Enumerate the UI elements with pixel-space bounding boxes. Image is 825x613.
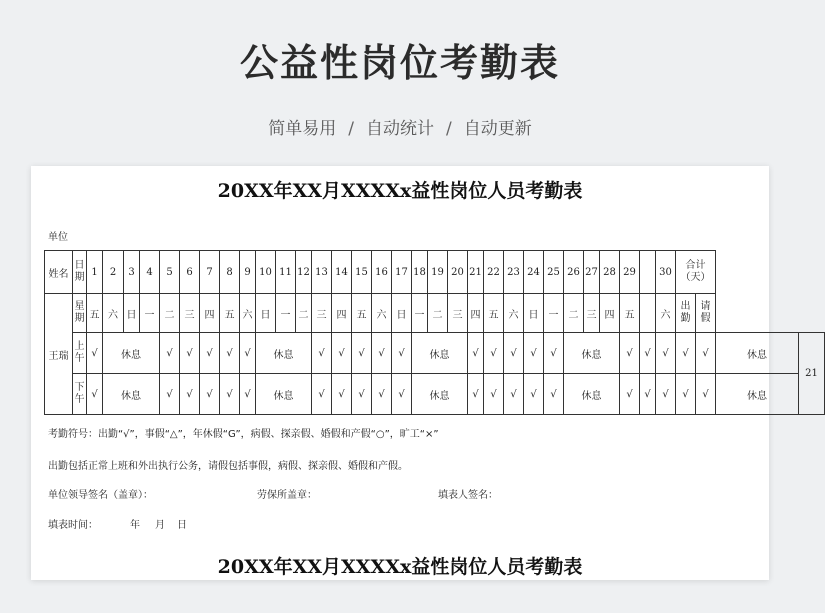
attendance-mark: √ — [332, 374, 352, 415]
pm-row — [45, 374, 825, 415]
weekday-cell: 六 — [504, 294, 524, 333]
attendance-mark: 休息 — [412, 333, 468, 374]
weekday-cell: 日 — [524, 294, 544, 333]
attendance-mark: √ — [504, 374, 524, 415]
weekday-cell: 三 — [312, 294, 332, 333]
attendance-mark: 休息 — [716, 333, 799, 374]
attendance-mark: √ — [87, 333, 103, 374]
attendance-mark: √ — [524, 333, 544, 374]
attendance-mark: √ — [160, 333, 180, 374]
day-cell: 25 — [544, 251, 564, 294]
weekday-cell: 一 — [276, 294, 296, 333]
day-cell: 8 — [220, 251, 240, 294]
day-cell: 2 — [103, 251, 124, 294]
weekday-cell: 日 — [256, 294, 276, 333]
weekday-cell: 日 — [392, 294, 412, 333]
day-cell: 12 — [296, 251, 312, 294]
day-cell: 4 — [140, 251, 160, 294]
symbol-note: 考勤符号：出勤“√”，事假“△”，年休假“G”，病假、探亲假、婚假和产假“○”，旷工“×” — [48, 429, 439, 440]
day-cell: 3 — [124, 251, 140, 294]
attendance-mark: 休息 — [256, 374, 312, 415]
page-title: 公益性岗位考勤表 — [239, 41, 560, 85]
fill-time-label: 填表时间： — [48, 520, 98, 531]
day-cell: 9 — [240, 251, 256, 294]
attendance-mark: √ — [180, 333, 200, 374]
attendance-mark: √ — [696, 333, 716, 374]
day-cell: 10 — [256, 251, 276, 294]
weekday-cell: 五 — [352, 294, 372, 333]
attendance-mark: √ — [676, 333, 696, 374]
day-cell: 5 — [160, 251, 180, 294]
labor-stamp-label: 劳保所盖章： — [257, 490, 317, 501]
attendance-mark: √ — [87, 374, 103, 415]
day-cell: 29 — [620, 251, 640, 294]
day-cell: 18 — [412, 251, 428, 294]
attendance-mark: √ — [220, 333, 240, 374]
weekday-cell: 一 — [140, 294, 160, 333]
day-cell: 30 — [656, 251, 676, 294]
employee-name: 王瑞 — [45, 294, 73, 415]
weekday-cell: 六 — [372, 294, 392, 333]
attendance-mark: √ — [352, 333, 372, 374]
filler-signature-label: 填表人签名： — [438, 490, 498, 501]
attendance-mark: √ — [240, 374, 256, 415]
attendance-mark: 休息 — [564, 374, 620, 415]
day-cell: 17 — [392, 251, 412, 294]
weekday-cell: 四 — [468, 294, 484, 333]
attendance-mark: √ — [332, 333, 352, 374]
weekday-cell: 三 — [584, 294, 600, 333]
weekday-cell: 四 — [600, 294, 620, 333]
weekday-cell: 五 — [87, 294, 103, 333]
date-month: 月 — [155, 520, 165, 531]
total-header: 合计（天） — [676, 251, 716, 294]
attendance-mark: 休息 — [256, 333, 312, 374]
tag-auto-stats: 自动统计 — [366, 119, 434, 139]
leave-header: 请假 — [696, 294, 716, 333]
day-cell: 1 — [87, 251, 103, 294]
attendance-mark: √ — [544, 333, 564, 374]
weekday-cell: 一 — [544, 294, 564, 333]
tag-auto-update: 自动更新 — [463, 119, 532, 139]
weekday-cell: 二 — [160, 294, 180, 333]
weekday-row — [45, 294, 825, 333]
weekday-cell: 四 — [332, 294, 352, 333]
day-cell: 28 — [600, 251, 620, 294]
attendance-mark: √ — [640, 374, 656, 415]
day-cell: 26 — [564, 251, 584, 294]
am-row — [45, 333, 825, 374]
attendance-mark: √ — [484, 374, 504, 415]
attendance-note: 出勤包括正常上班和外出执行公务，请假包括事假，病假、探亲假、婚假和产假。 — [48, 461, 408, 472]
attendance-mark: 休息 — [564, 333, 620, 374]
weekday-cell: 五 — [484, 294, 504, 333]
day-cell: 11 — [276, 251, 296, 294]
attendance-mark: √ — [640, 333, 656, 374]
attendance-mark: √ — [312, 333, 332, 374]
day-cell: 15 — [352, 251, 372, 294]
attendance-mark: √ — [372, 333, 392, 374]
feature-tags — [0, 114, 800, 139]
attendance-mark: √ — [484, 333, 504, 374]
day-cell: 14 — [332, 251, 352, 294]
day-cell: 21 — [468, 251, 484, 294]
pm-label: 下午 — [73, 374, 87, 415]
day-cell: 7 — [200, 251, 220, 294]
weekday-cell: 一 — [412, 294, 428, 333]
am-label: 上午 — [73, 333, 87, 374]
weekday-cell: 六 — [103, 294, 124, 333]
day-cell: 24 — [524, 251, 544, 294]
attend-total: 21 — [799, 333, 825, 415]
weekday-label: 星期 — [73, 294, 87, 333]
attendance-mark: √ — [352, 374, 372, 415]
weekday-cell: 五 — [620, 294, 640, 333]
attendance-mark: √ — [504, 333, 524, 374]
attendance-mark: √ — [312, 374, 332, 415]
day-cell: 20 — [448, 251, 468, 294]
attendance-mark: √ — [372, 374, 392, 415]
separator: / — [446, 119, 452, 139]
attendance-mark: 休息 — [103, 333, 160, 374]
day-cell: 27 — [584, 251, 600, 294]
attendance-mark: 休息 — [103, 374, 160, 415]
attendance-mark: √ — [656, 333, 676, 374]
name-header: 姓名 — [45, 251, 73, 294]
weekday-cell: 二 — [564, 294, 584, 333]
day-cell: 16 — [372, 251, 392, 294]
attendance-mark: √ — [696, 374, 716, 415]
tag-easy: 简单易用 — [268, 119, 337, 139]
attendance-mark: √ — [620, 333, 640, 374]
day-cell: 23 — [504, 251, 524, 294]
weekday-cell: 四 — [200, 294, 220, 333]
document-preview — [31, 166, 818, 580]
attendance-mark: √ — [180, 374, 200, 415]
attendance-mark: √ — [200, 374, 220, 415]
weekday-cell: 六 — [656, 294, 676, 333]
attendance-mark: √ — [468, 374, 484, 415]
next-document-title: 20XX年XX月XXXXx益性岗位人员考勤表 — [217, 556, 583, 578]
attendance-mark: √ — [160, 374, 180, 415]
day-cell: 13 — [312, 251, 332, 294]
attendance-mark: √ — [240, 333, 256, 374]
day-cell: 19 — [428, 251, 448, 294]
unit-label: 单位 — [48, 232, 68, 243]
attendance-table — [44, 250, 825, 415]
attendance-mark: √ — [544, 374, 564, 415]
attendance-mark: √ — [676, 374, 696, 415]
separator: / — [348, 119, 354, 139]
attendance-mark: 休息 — [716, 374, 799, 415]
weekday-cell — [640, 294, 656, 333]
leader-signature-label: 单位领导签名（盖章）： — [48, 490, 153, 501]
day-cell: 22 — [484, 251, 504, 294]
date-day: 日 — [177, 520, 187, 531]
attendance-mark: 休息 — [412, 374, 468, 415]
attendance-mark: √ — [392, 333, 412, 374]
attendance-mark: √ — [200, 333, 220, 374]
attendance-mark: √ — [392, 374, 412, 415]
attendance-mark: √ — [524, 374, 544, 415]
weekday-cell: 日 — [124, 294, 140, 333]
attendance-mark: √ — [468, 333, 484, 374]
attendance-mark: √ — [656, 374, 676, 415]
weekday-cell: 五 — [220, 294, 240, 333]
weekday-cell: 六 — [240, 294, 256, 333]
date-header: 日期 — [73, 251, 87, 294]
attendance-mark: √ — [220, 374, 240, 415]
day-cell: 6 — [180, 251, 200, 294]
weekday-cell: 三 — [448, 294, 468, 333]
weekday-cell: 三 — [180, 294, 200, 333]
weekday-cell: 二 — [296, 294, 312, 333]
document-title: 20XX年XX月XXXXx益性岗位人员考勤表 — [217, 180, 583, 202]
date-year: 年 — [130, 520, 140, 531]
attendance-mark: √ — [620, 374, 640, 415]
header-row — [45, 251, 825, 294]
weekday-cell: 二 — [428, 294, 448, 333]
day-cell — [640, 251, 656, 294]
attend-header: 出勤 — [676, 294, 696, 333]
